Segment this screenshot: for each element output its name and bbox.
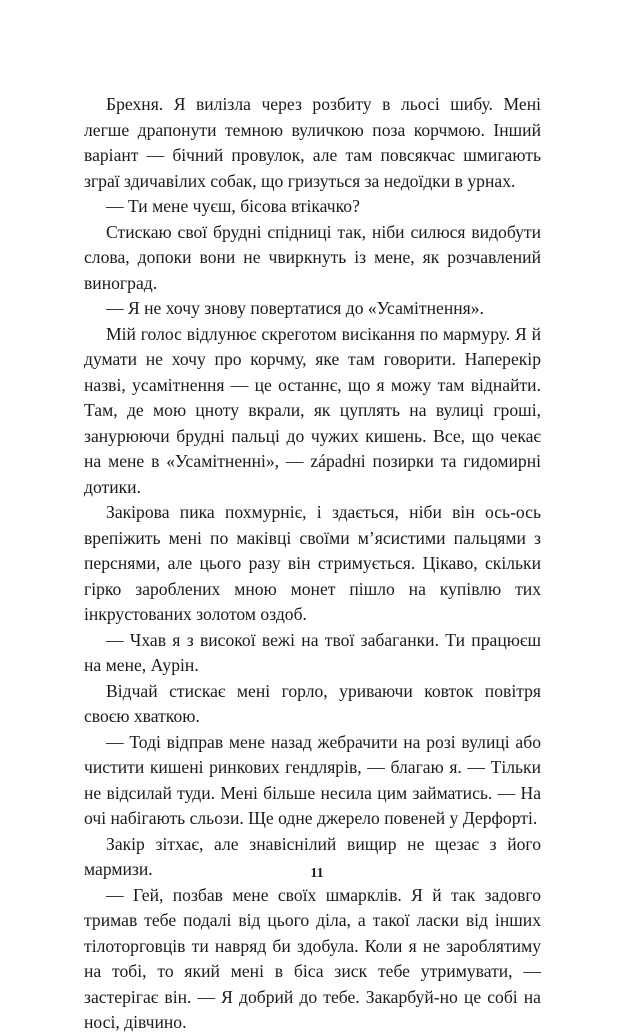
paragraph: — Чхав я з високої вежі на твої забаганки. Ти працюєш на мене, Аурін. (84, 629, 541, 675)
paragraph: Відчай стискає мені горло, уриваючи ковток повітря своєю хваткою. (84, 680, 541, 726)
paragraph: — Гей, позбав мене своїх шмарклів. Я й так задовго тримав тебе подалі від цього діла, а такої ласки від інших тілоторговців ти навряд би здобула. Коли я не зароблятиму на тобі, то який мені в біса зиск тебе утримувати, — застерігає він. — Я добрий до тебе. Закарбуй-но це собі на носі, дівчино. (84, 884, 541, 1032)
paragraph: Брехня. Я вилізла через розбиту в льосі шибу. Мені легше драпонути темною вуличкою поза корчмою. Інший варіант — бічний провулок, але там повсякчас шмигають зграї здичавілих собак, що гризуться за недоїдки в урнах. (84, 94, 541, 191)
paragraph: — Тоді відправ мене назад жебрачити на розі вулиці або чистити кишені ринкових гендлярів, — благаю я. — Тільки не відсилай туди. Мені більше несила цим займатись. — На очі набігають сльози. Ще одне джерело повеней у Дерфорті. (84, 731, 541, 828)
paragraph: Закір зітхає, але знавіснілий вищир не щезає з його мармизи. (84, 833, 541, 879)
page-number: 11 (310, 866, 324, 881)
paragraph: Стискаю свої брудні спідниці так, ніби силюся видобути слова, допоки вони не чвиркнуть із мене, як розчавлений виноград. (84, 221, 541, 293)
paragraph: Мій голос відлунює скреготом висікання по мармуру. Я й думати не хочу про корчму, яке там говорити. Наперекір назві, усамітнення — це останнє, що я можу там віднайти. Там, де мою цноту вкрали, як цуплять на вулиці гроші, занурюючи брудні пальці до чужих кишень. Все, що чекає на мене в «Усамітненні», — západні позирки та гидомирні дотики. (84, 323, 541, 497)
body-text (84, 92, 541, 1036)
paragraph: Закірова пика похмурніє, і здається, ніби він ось-ось врепіжить мені по маківці своїми м’ясистими пальцями з перснями, але цього разу він стримується. Цікаво, скільки гірко зароблених мною монет пішло на купівлю тих інкрустованих золотом оздоб. (84, 502, 541, 624)
paragraph: — Я не хочу знову повертатися до «Усамітнення». (106, 298, 484, 318)
paragraph: — Ти мене чуєш, бісова втікачко? (106, 196, 360, 216)
